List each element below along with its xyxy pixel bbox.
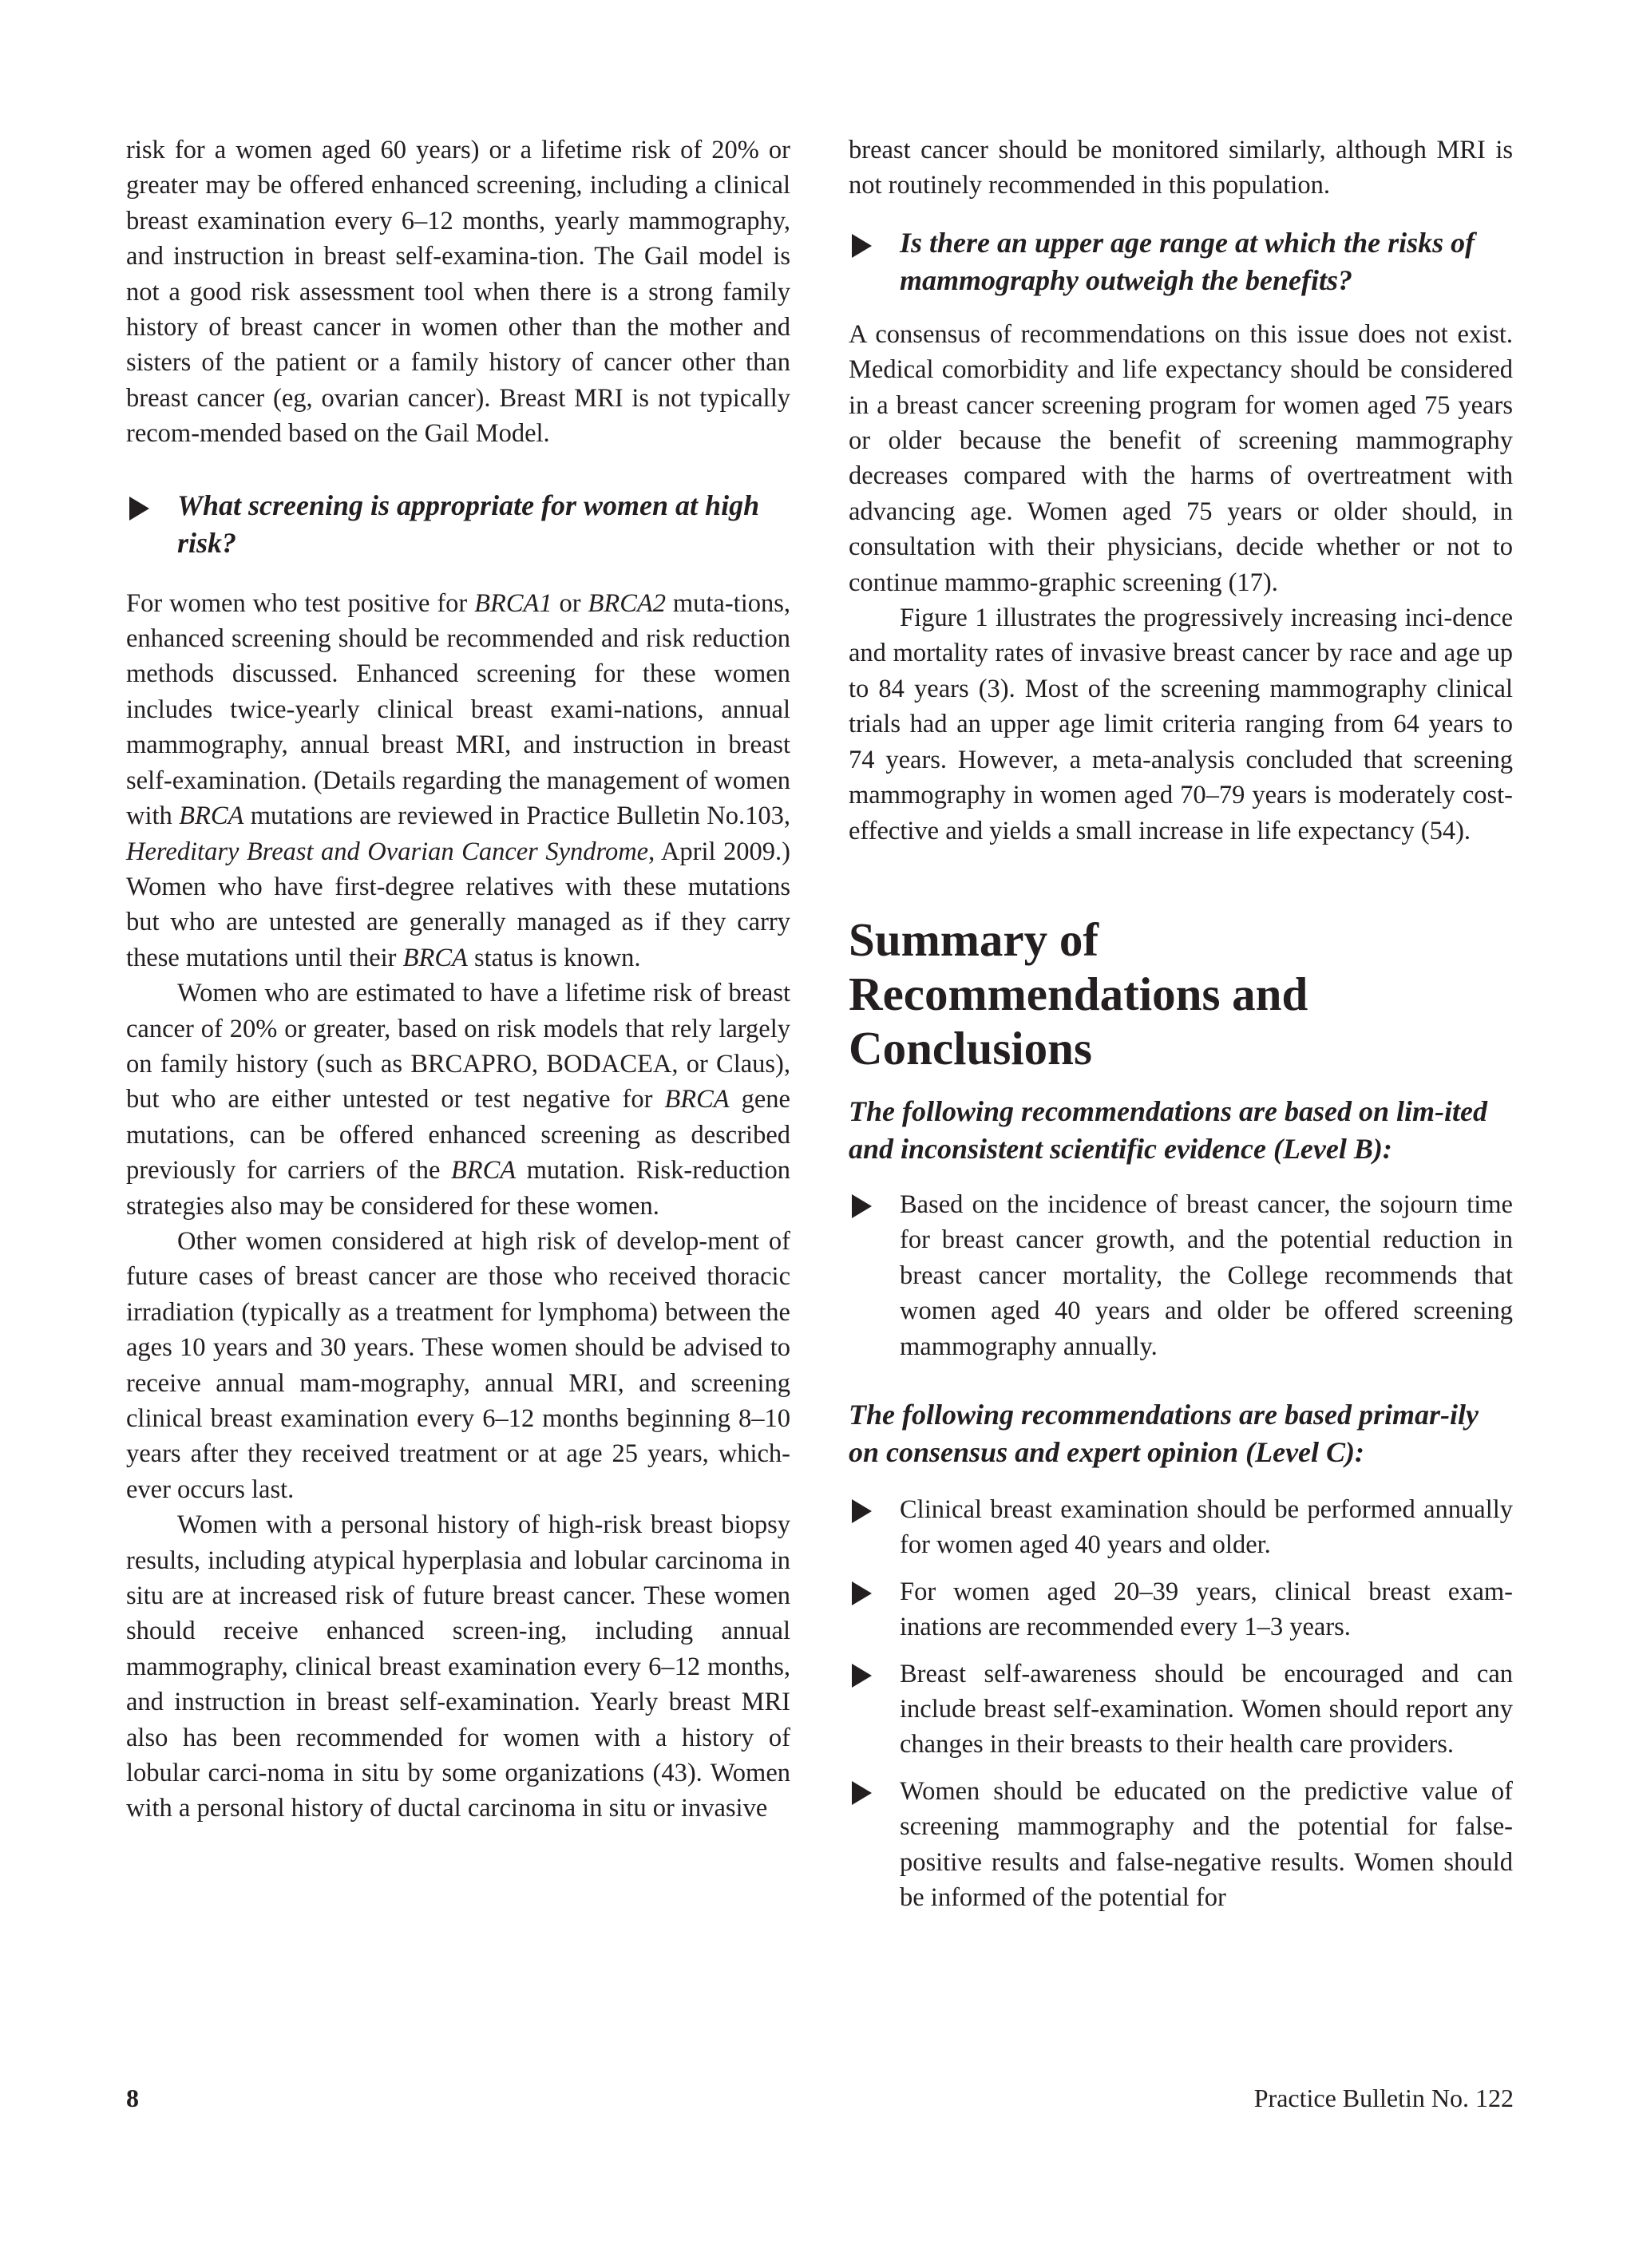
section-heading: Summary of Recommendations and Conclusions	[849, 912, 1308, 1075]
triangle-bullet-icon	[852, 1781, 872, 1805]
question-high-risk	[126, 487, 790, 562]
level-c-list	[849, 1492, 1513, 1915]
recommendation-item: Clinical breast examination should be performed annually for women aged 40 years and older.	[849, 1492, 1513, 1563]
recommendation-item: Women should be educated on the predictive value of screening mammography and the potential for false-positive results and false-negative results. Women should be informed of the potential for	[849, 1774, 1513, 1916]
level-c-heading: The following recommendations are based primar-ily on consensus and expert opinion (Level C):	[849, 1398, 1479, 1468]
irradiation-paragraph: Other women considered at high risk of develop-ment of future cases of breast cancer are those who received thoracic irradiation (typically as a treatment for lymphoma) between the ages 10 years and 30 years. These women should be advised to receive annual mam-mography, annual MRI, and screening clinical breast examination every 6–12 months beginning 8–10 years after they received treatment or at age 25 years, which-ever occurs last.	[126, 1226, 790, 1504]
brca-paragraph: For women who test positive for BRCA1 or BRCA2 muta-tions, enhanced screening should be recommended and risk reduction methods discussed. Enhanced screening for these women includes twice-yearly clinical breast exami-nations, annual mammography, annual breast MRI, and instruction in breast self-examination. (Details regarding the management of women with BRCA mutations are reviewed in Practice Bulletin No.103, Hereditary Breast and Ovarian Cancer Syndrome, April 2009.) Women who have first-degree relatives with these mutations but who are untested are generally managed as if they carry these mutations until their BRCA status is known.	[126, 588, 791, 972]
personal-history-paragraph: Women with a personal history of high-risk breast biopsy results, including atypical hyperplasia and lobular carcinoma in situ are at increased risk of future breast cancer. These women should receive enhanced screen-ing, including annual mammography, clinical breast examination every 6–12 months, and instruction in breast self-examination. Yearly breast MRI also has been recommended for women with a history of lobular carci-noma in situ by some organizations (43). Women with a personal history of ductal carcinoma in situ or invasive	[126, 1510, 790, 1823]
triangle-bullet-icon	[852, 1194, 872, 1218]
level-b-list	[849, 1187, 1513, 1364]
publication-name: Practice Bulletin No. 122	[1253, 2084, 1514, 2112]
recommendation-item: Breast self-awareness should be encouraged and can include breast self-examination. Women should report any changes in their breasts to their health care providers.	[849, 1656, 1513, 1763]
figure-reference-paragraph: Figure 1 illustrates the progressively increasing inci-dence and mortality rates of invasive breast cancer by race and age up to 84 years (3). Most of the screening mammography clinical trials had an upper age limit criteria ranging from 64 years to 74 years. However, a meta-analysis concluded that screening mammography in women aged 70–79 years is moderately cost-effective and yields a small increase in life expectancy (54).	[849, 604, 1513, 845]
triangle-bullet-icon	[852, 234, 872, 258]
left-column	[126, 133, 790, 1827]
page-number: 8	[126, 2084, 139, 2112]
question-upper-age-heading: Is there an upper age range at which the risks of mammography outweigh the benefits?	[900, 226, 1475, 296]
level-b-heading: The following recommendations are based on lim-ited and inconsistent scientific evidence (Level B):	[849, 1094, 1487, 1165]
recommendation-item: For women aged 20–39 years, clinical breast exam-inations are recommended every 1–3 years.	[849, 1574, 1513, 1645]
triangle-bullet-icon	[852, 1581, 872, 1605]
intro-paragraph: risk for a women aged 60 years) or a lifetime risk of 20% or greater may be offered enhanced screening, including a clinical breast examination every 6–12 months, yearly mammography, and instruction in breast self-examina-tion. The Gail model is not a good risk assessment tool when there is a strong family history of breast cancer in women other than the mother and sisters of the patient or a family history of cancer other than breast cancer (eg, ovarian cancer). Breast MRI is not typically recom-mended based on the Gail Model.	[126, 136, 790, 449]
lifetime-risk-paragraph: Women who are estimated to have a lifetime risk of breast cancer of 20% or greater, based on risk models that rely largely on family history (such as BRCAPRO, BODACEA, or Claus), but who are either untested or test negative for BRCA gene mutations, can be offered enhanced screening as described previously for carriers of the BRCA mutation. Risk-reduction strategies also may be considered for these women.	[126, 979, 790, 1221]
consensus-paragraph: A consensus of recommendations on this issue does not exist. Medical comorbidity and life expectancy should be considered in a breast cancer screening program for women aged 75 years or older because the benefit of screening mammography decreases compared with the harms of overtreatment with advancing age. Women aged 75 years or older should, in consultation with their physicians, decide whether or not to continue mammo-graphic screening (17).	[849, 319, 1513, 597]
recommendation-item: Based on the incidence of breast cancer, the sojourn time for breast cancer growth, and the potential reduction in breast cancer mortality, the College recommends that women aged 40 years and older be offered screening mammography annually.	[849, 1187, 1513, 1364]
triangle-bullet-icon	[852, 1499, 872, 1523]
question-upper-age	[849, 224, 1513, 299]
question-high-risk-heading: What screening is appropriate for women at high risk?	[177, 489, 760, 559]
triangle-bullet-icon	[852, 1664, 872, 1688]
right-column	[849, 133, 1513, 1915]
triangle-bullet-icon	[129, 497, 149, 520]
continuation-paragraph: breast cancer should be monitored similarly, although MRI is not routinely recommended in this population.	[849, 136, 1513, 200]
